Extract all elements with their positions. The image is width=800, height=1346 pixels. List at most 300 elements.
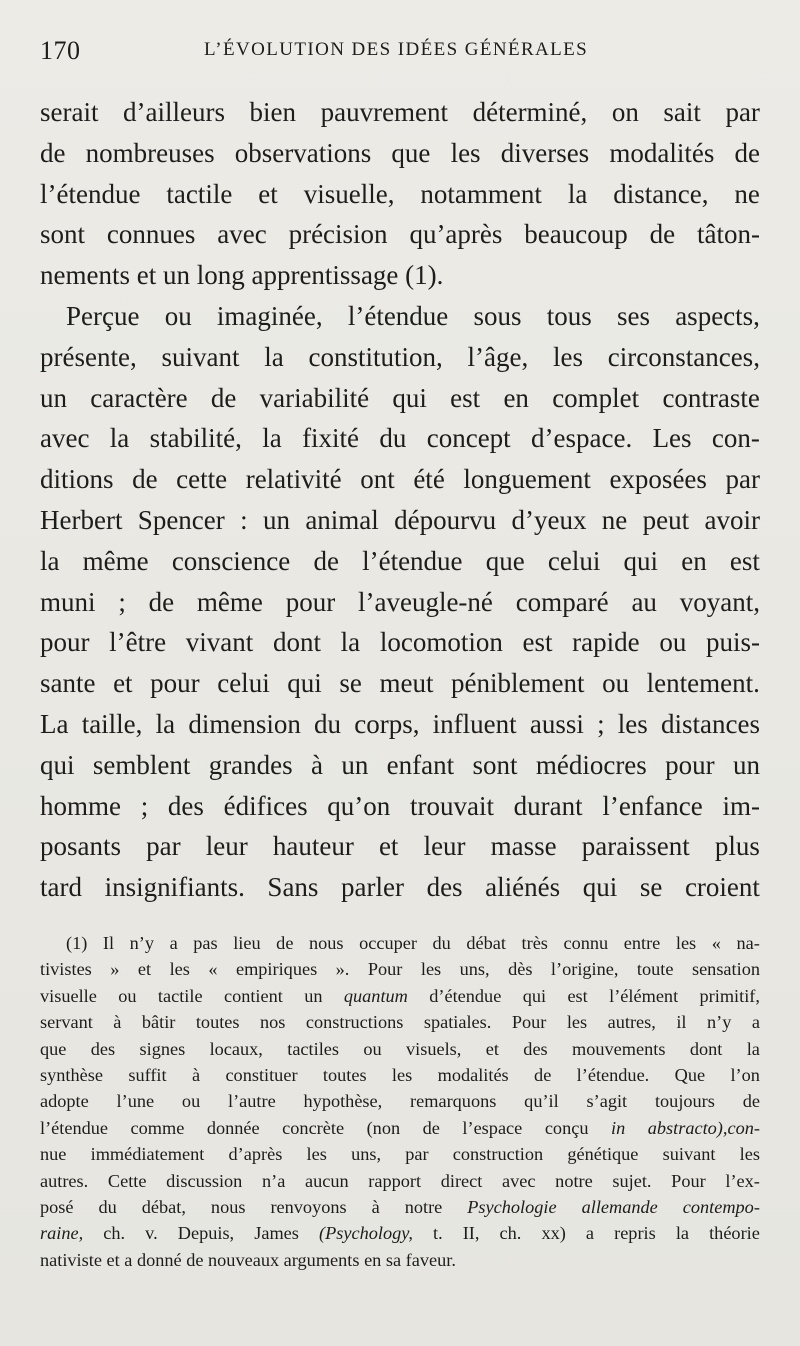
word: dès (508, 959, 533, 980)
word: taille, (81, 708, 143, 739)
word: discussion (166, 1170, 243, 1191)
word: concept (426, 423, 511, 454)
word: toutes (322, 1064, 367, 1085)
word: Herbert (40, 504, 123, 535)
word: Psychologie (467, 1196, 557, 1217)
word: ou (659, 627, 687, 658)
word: à (371, 1196, 380, 1217)
word: Il (102, 933, 115, 953)
word: dimension (188, 708, 301, 739)
footnote-line (40, 1088, 760, 1114)
word: la (567, 178, 588, 209)
word: pour (40, 627, 90, 658)
word: est (729, 545, 760, 576)
word: l’une (116, 1091, 155, 1112)
word: locaux, (209, 1038, 263, 1059)
word: Spencer (137, 504, 225, 535)
word: suivant (161, 341, 240, 372)
word: été (413, 464, 445, 495)
word: des (523, 1038, 548, 1059)
word: les (306, 1144, 327, 1165)
word: relativité (245, 464, 342, 495)
word: allemande (581, 1196, 658, 1217)
word: ; (118, 586, 126, 617)
word: les (450, 137, 481, 168)
word: des (167, 790, 204, 821)
word: peut (642, 504, 690, 535)
word: l’élément (609, 985, 679, 1006)
footnote-line (40, 983, 760, 1009)
word: est (567, 985, 588, 1006)
word: tactiles (287, 1038, 340, 1059)
text-line (40, 337, 760, 378)
word: uns, (351, 1144, 382, 1165)
word: constitution, (308, 341, 443, 372)
word: celui (217, 668, 270, 699)
footnote-line (40, 956, 760, 982)
word: parler (341, 872, 404, 903)
word: de (276, 933, 294, 953)
word: d’yeux (511, 504, 587, 535)
word: et (485, 1038, 499, 1059)
word: muni (40, 586, 96, 617)
word: Les (652, 423, 692, 454)
word: celui (547, 545, 601, 576)
word: qu’après (409, 219, 503, 250)
word: l’on (730, 1064, 760, 1085)
running-title: L’ÉVOLUTION DES IDÉES GÉNÉRALES (204, 39, 589, 60)
word: croient (684, 872, 760, 903)
word: Sans (267, 872, 319, 903)
word: spatiales. (423, 1012, 492, 1033)
word: modalités (437, 1064, 509, 1085)
word: ses (616, 300, 650, 331)
word: de (734, 137, 760, 168)
word: nombreuses (85, 137, 215, 168)
word: longuement (463, 464, 591, 495)
word: aucun (304, 1170, 349, 1191)
word: l’enfance (602, 790, 703, 821)
word: im- (722, 790, 760, 821)
word: constructions (305, 1012, 404, 1033)
text-line (40, 704, 760, 745)
word: qui (287, 668, 322, 699)
word: bâtir (141, 1012, 176, 1033)
text-line (40, 745, 760, 786)
word: serait (40, 97, 99, 127)
word: tard (40, 872, 82, 903)
word: avec (502, 1170, 536, 1191)
word: et (258, 178, 278, 209)
word: n’y (706, 1012, 732, 1033)
word: même (82, 545, 149, 576)
word: l’étendue (40, 1117, 109, 1138)
word: les (617, 708, 648, 739)
footnote-line (40, 1036, 760, 1062)
footnote-line: nativiste et a donné de nouveaux arguments en sa faveur. (40, 1249, 456, 1270)
main-text (40, 92, 760, 908)
word: notre (404, 1196, 443, 1217)
text-line (40, 174, 760, 215)
word: entre (623, 933, 661, 953)
word: en (503, 382, 529, 413)
word: la (746, 1038, 760, 1059)
word: tivistes (40, 959, 92, 980)
word: voyant, (679, 586, 760, 617)
word: un (341, 749, 369, 780)
word: n’a (261, 1170, 286, 1191)
word: de (422, 1117, 440, 1138)
word: l’étendue. (576, 1064, 650, 1085)
word: ou (118, 985, 137, 1006)
footnote-line (40, 1115, 760, 1141)
word: par (405, 1144, 429, 1165)
word: même (196, 586, 263, 617)
page-header (40, 36, 760, 72)
word: hauteur (272, 831, 354, 862)
word: aliénés (485, 872, 561, 903)
word: occuper (359, 933, 417, 953)
word: la (155, 708, 176, 739)
word: masse (490, 831, 557, 862)
word: donnée (206, 1117, 260, 1138)
word: un (304, 985, 323, 1006)
word: lentement. (646, 668, 760, 699)
word: les (553, 341, 583, 372)
word: lieu (233, 933, 261, 953)
word: rapide (572, 627, 640, 658)
word: paraissent (581, 831, 690, 862)
word: sujet. (612, 1170, 652, 1191)
word: Pour (671, 1170, 706, 1191)
word: les (420, 959, 442, 980)
word: ch. (499, 1223, 522, 1244)
word: puis- (705, 627, 760, 658)
word: tactile (166, 178, 233, 209)
word: qui (40, 749, 75, 780)
word: que (485, 545, 525, 576)
word: n’y (129, 933, 154, 953)
word: que (40, 1038, 67, 1059)
word: par (725, 464, 760, 495)
word: par (725, 97, 760, 127)
word: toujours (654, 1091, 715, 1112)
word: péniblement (451, 668, 585, 699)
word: d’après (228, 1144, 283, 1165)
word: rapport (368, 1170, 422, 1191)
word: uns, (459, 959, 490, 980)
word: l’autre (228, 1091, 276, 1112)
word: suffit (128, 1064, 167, 1085)
word: à (311, 749, 323, 780)
word: James (254, 1223, 299, 1244)
word: contempo- (682, 1196, 760, 1217)
word: les (675, 933, 697, 953)
word: un (40, 382, 67, 413)
word: un (732, 749, 760, 780)
word: théorie (709, 1223, 760, 1244)
word: pour (285, 586, 336, 617)
word: connu (563, 933, 609, 953)
word: tous (546, 300, 592, 331)
word: beaucoup (524, 219, 628, 250)
word: pauvrement (320, 97, 449, 127)
word: ne (601, 504, 628, 535)
word: cette (176, 464, 228, 495)
word: de (649, 219, 676, 250)
word: empiriques (235, 959, 318, 980)
word: « (208, 959, 218, 980)
word: de (742, 1091, 760, 1112)
word: distances (660, 708, 760, 739)
word: sensation (691, 959, 760, 980)
word: diverses (500, 137, 590, 168)
word: concrète (282, 1117, 345, 1138)
footnote-line (40, 1141, 760, 1167)
word: nous (309, 933, 344, 953)
text-line (40, 663, 760, 704)
word: l’origine, (550, 959, 619, 980)
word: construction (452, 1144, 544, 1165)
word: contient (223, 985, 283, 1006)
word: bien (249, 97, 297, 127)
text-line (40, 541, 760, 582)
word: l’étendue (40, 178, 141, 209)
word: toutes (195, 1012, 240, 1033)
word: mouvements (572, 1038, 666, 1059)
word: (non (366, 1117, 401, 1138)
word: autres. (40, 1170, 89, 1191)
word: visuels, (406, 1038, 462, 1059)
word: est (522, 627, 553, 658)
text-line (40, 418, 760, 459)
word: notre (555, 1170, 593, 1191)
word: la (675, 1223, 690, 1244)
word: suivant (662, 1144, 716, 1165)
text-line (40, 133, 760, 174)
word: « (711, 933, 721, 953)
word: ou (602, 668, 630, 699)
word: les (169, 959, 190, 980)
word: exposées (609, 464, 707, 495)
word: ». (335, 959, 350, 980)
word: s’agit (586, 1091, 628, 1112)
word: sont (472, 749, 518, 780)
word: l’ex- (725, 1170, 760, 1191)
word: du (379, 423, 407, 454)
word: autres, (607, 1012, 656, 1033)
footnote-line (40, 930, 760, 956)
word: insignifiants. (104, 872, 245, 903)
word: fixité (302, 423, 360, 454)
word: a (585, 1223, 595, 1244)
word: du (432, 933, 451, 953)
word: avec (217, 219, 267, 250)
word: l’âge, (467, 341, 529, 372)
word: la (340, 627, 361, 658)
word: modalités (609, 137, 715, 168)
word: : (240, 504, 248, 535)
word: a (751, 1012, 760, 1033)
word: Que (674, 1064, 706, 1085)
word: édifices (223, 790, 308, 821)
word: tâton- (696, 219, 760, 250)
word: qui (522, 985, 547, 1006)
word: l’être (109, 627, 167, 658)
word: la (264, 341, 284, 372)
word: signes (139, 1038, 186, 1059)
word: avoir (704, 504, 760, 535)
word: la (40, 545, 60, 576)
text-line (40, 214, 760, 255)
word: quantum (343, 985, 408, 1006)
word: nos (259, 1012, 286, 1033)
word: corps, (354, 708, 420, 739)
word: observations (234, 137, 372, 168)
word: se (339, 668, 362, 699)
footnote-line (40, 1062, 760, 1088)
word: Depuis, (177, 1223, 235, 1244)
text-line (40, 622, 760, 663)
word: durant (513, 790, 583, 821)
footnote (40, 930, 760, 1273)
word: un (262, 504, 290, 535)
word: ont (360, 464, 395, 495)
word: grandes (208, 749, 293, 780)
word: Pour (367, 959, 403, 980)
word: l’étendue (347, 300, 449, 331)
word: a (169, 933, 178, 953)
word: stabilité, (149, 423, 242, 454)
word: imaginée, (216, 300, 323, 331)
word: des (90, 1038, 116, 1059)
word: servant (40, 1012, 93, 1033)
word: caractère (90, 382, 188, 413)
word: de (40, 137, 66, 168)
word: de (132, 464, 158, 495)
word: posants (40, 831, 121, 862)
word: ; (140, 790, 149, 821)
word: ou (363, 1038, 382, 1059)
word: t. (432, 1223, 443, 1244)
word: et (137, 959, 152, 980)
word: connues (106, 219, 196, 250)
word: in (610, 1117, 626, 1138)
word: des (426, 872, 463, 903)
word: l’espace (462, 1117, 523, 1138)
word: ch. (103, 1223, 126, 1244)
word: primitif, (699, 985, 760, 1006)
word: constituer (225, 1064, 298, 1085)
word: ditions (40, 464, 114, 495)
word: plus (714, 831, 760, 862)
word: contraste (662, 382, 760, 413)
word: du (314, 708, 342, 739)
word: conçu (544, 1117, 589, 1138)
word: circonstances, (607, 341, 760, 372)
text-line (40, 296, 760, 337)
word: na- (736, 933, 760, 953)
word: sous (473, 300, 522, 331)
word: complet (552, 382, 640, 413)
word: Perçue (66, 300, 140, 331)
text-line (40, 500, 760, 541)
word: leur (205, 831, 248, 862)
word: présente, (40, 341, 137, 372)
text-line (40, 582, 760, 623)
word: débat (466, 933, 506, 953)
word: influent (432, 708, 517, 739)
word: distance, (613, 178, 709, 209)
word: qui (392, 382, 427, 413)
word: avec (40, 423, 90, 454)
word: aussi (529, 708, 584, 739)
word: abstracto),con- (647, 1117, 760, 1138)
text-line (40, 459, 760, 500)
word: ou (181, 1091, 201, 1112)
page-number: 170 (40, 36, 81, 65)
word: homme (40, 790, 121, 821)
word: (1) (66, 933, 88, 953)
word: visuelle (40, 985, 97, 1006)
word: ; (597, 708, 605, 739)
text-line (40, 826, 760, 867)
word: con- (711, 423, 760, 454)
word: trouvait (409, 790, 494, 821)
text-line (40, 378, 760, 419)
word: comparé (515, 586, 609, 617)
text-line (40, 867, 760, 908)
word: la (262, 423, 282, 454)
word: médiocres (535, 749, 647, 780)
word: de (313, 545, 339, 576)
word: II, (462, 1223, 480, 1244)
word: très (521, 933, 548, 953)
word: semblent (92, 749, 191, 780)
word: (Psychology, (318, 1223, 413, 1244)
word: d’espace. (531, 423, 633, 454)
word: de (210, 382, 237, 413)
word: pas (193, 933, 218, 953)
word: pour (665, 749, 715, 780)
word: nue (40, 1144, 67, 1165)
word: repris (614, 1223, 656, 1244)
word: sait (663, 97, 701, 127)
word: comme (130, 1117, 185, 1138)
word: enfant (386, 749, 455, 780)
word: vivant (185, 627, 254, 658)
word: les (391, 1064, 413, 1085)
word: immédiatement (90, 1144, 205, 1165)
word: sont (40, 219, 86, 250)
word: et (378, 831, 399, 862)
word: notamment (420, 178, 542, 209)
word: dont (272, 627, 321, 658)
word: ne (734, 178, 760, 209)
word: de (534, 1064, 552, 1085)
word: animal (305, 504, 379, 535)
word: locomotion (379, 627, 503, 658)
word: hypothèse, (303, 1091, 383, 1112)
word: sante (40, 668, 96, 699)
word: les (739, 1144, 760, 1165)
word: leur (423, 831, 466, 862)
word: l’étendue (362, 545, 463, 576)
footnote-line (40, 1220, 760, 1246)
word: à (191, 1064, 201, 1085)
word: qu’on (327, 790, 391, 821)
word: débat, (141, 1196, 186, 1217)
